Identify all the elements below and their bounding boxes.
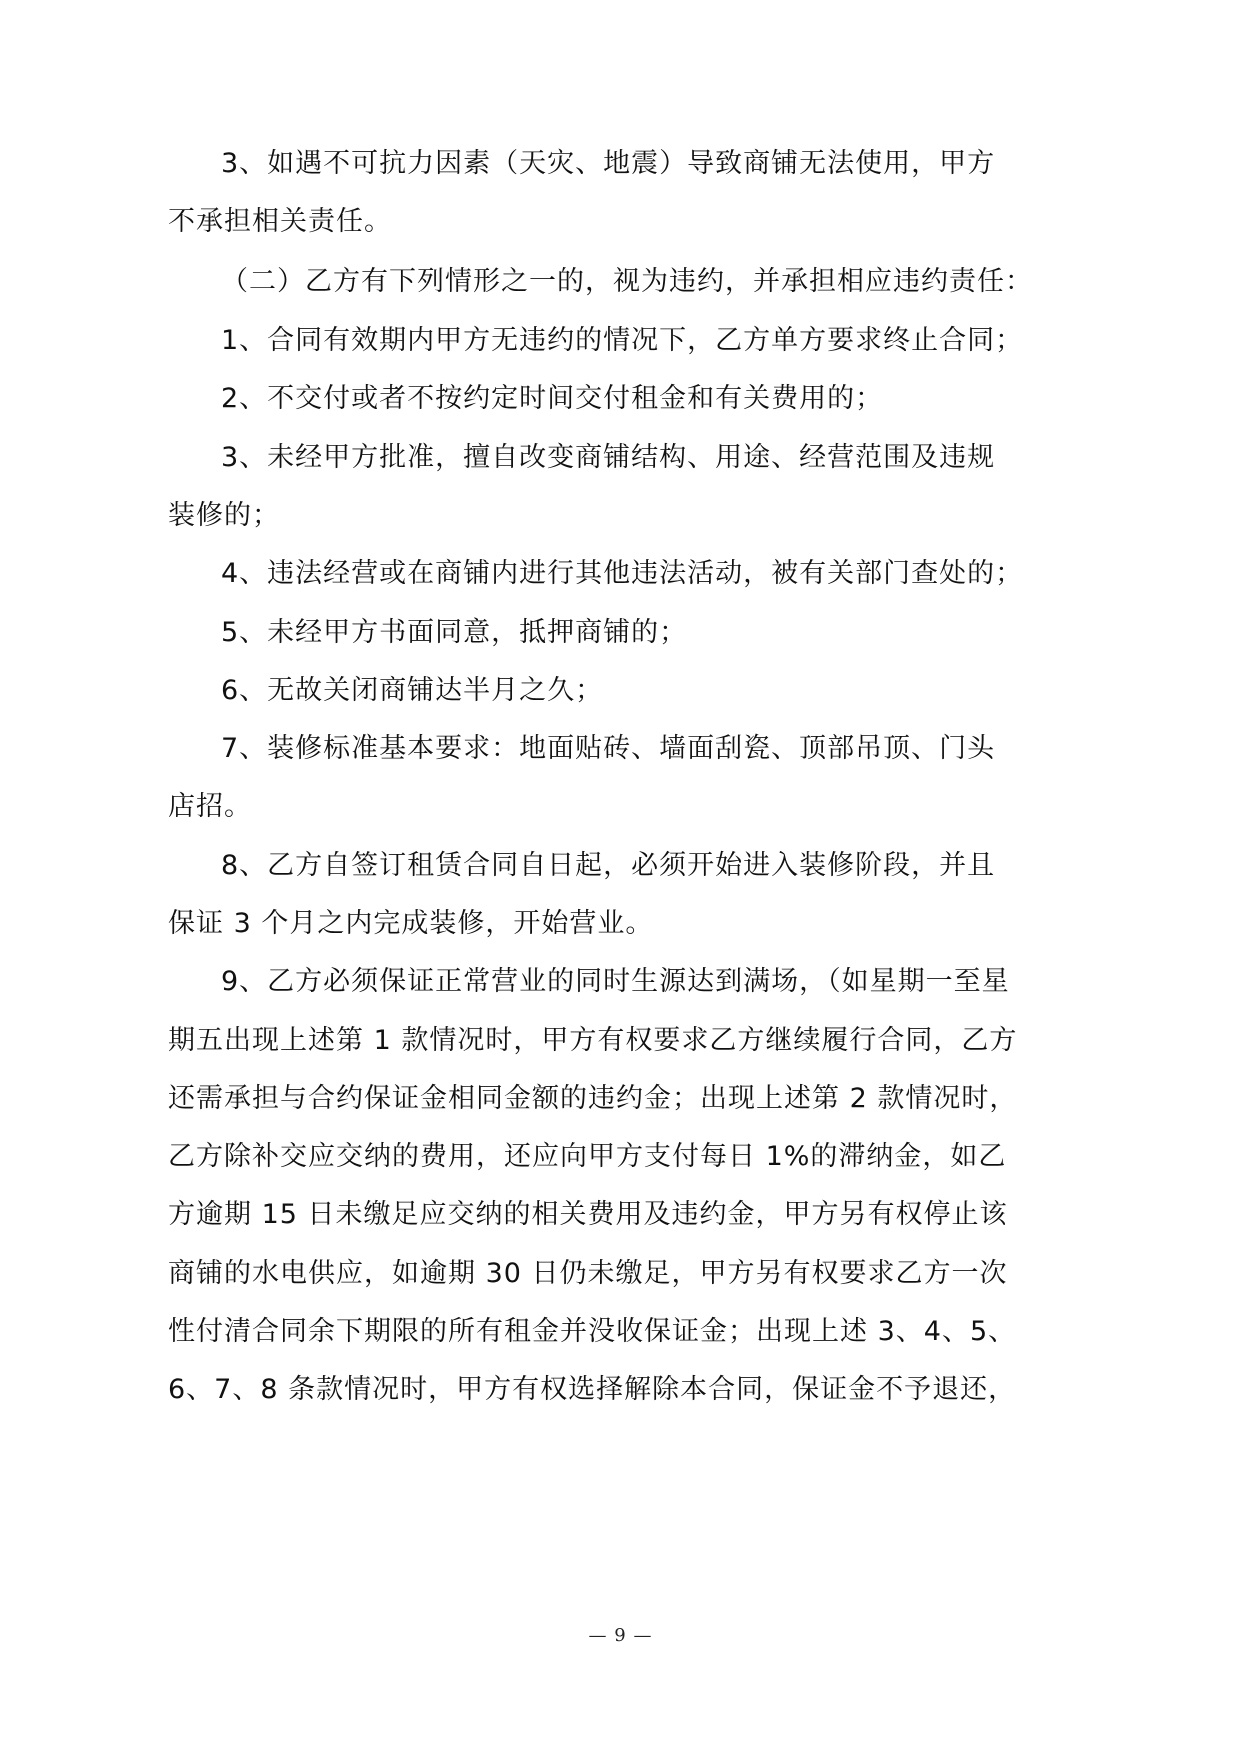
text-line: 1、合同有效期内甲方无违约的情况下，乙方单方要求终止合同； (221, 325, 1024, 356)
text-line: 不承担相关责任。 (168, 206, 392, 237)
text-line: 8、乙方自签订租赁合同自日起，必须开始进入装修阶段，并且 (221, 850, 996, 881)
text-line: 6、7、8 条款情况时，甲方有权选择解除本合同，保证金不予退还， (168, 1374, 1017, 1405)
text-line: 乙方除补交应交纳的费用，还应向甲方支付每日 1%的滞纳金，如乙 (168, 1141, 1007, 1172)
text-line: 商铺的水电供应，如逾期 30 日仍未缴足，甲方另有权要求乙方一次 (168, 1258, 1008, 1289)
text-line: 5、未经甲方书面同意，抵押商铺的； (221, 617, 688, 648)
text-line: 6、无故关闭商铺达半月之久； (221, 675, 604, 706)
text-line: 保证 3 个月之内完成装修，开始营业。 (168, 908, 654, 939)
text-line: （二）乙方有下列情形之一的，视为违约，并承担相应违约责任： (221, 266, 1033, 297)
text-line: 店招。 (168, 791, 252, 822)
text-line: 9、乙方必须保证正常营业的同时生源达到满场，（如星期一至星 (221, 966, 1010, 997)
page-number: — 9 — (588, 1625, 653, 1646)
text-line: 2、不交付或者不按约定时间交付租金和有关费用的； (221, 383, 884, 414)
text-line: 方逾期 15 日未缴足应交纳的相关费用及违约金，甲方另有权停止该 (168, 1199, 1008, 1230)
text-line: 装修的； (168, 500, 280, 531)
text-line: 性付清合同余下期限的所有租金并没收保证金；出现上述 3、4、5、 (168, 1316, 1017, 1347)
text-line: 期五出现上述第 1 款情况时，甲方有权要求乙方继续履行合同，乙方 (168, 1025, 1018, 1056)
text-line: 还需承担与合约保证金相同金额的违约金；出现上述第 2 款情况时， (168, 1083, 1018, 1114)
text-line: 4、违法经营或在商铺内进行其他违法活动，被有关部门查处的； (221, 558, 1024, 589)
text-line: 3、如遇不可抗力因素（天灾、地震）导致商铺无法使用，甲方 (221, 148, 996, 179)
text-line: 7、装修标准基本要求：地面贴砖、墙面刮瓷、顶部吊顶、门头 (221, 733, 996, 764)
text-line: 3、未经甲方批准，擅自改变商铺结构、用途、经营范围及违规 (221, 442, 996, 473)
